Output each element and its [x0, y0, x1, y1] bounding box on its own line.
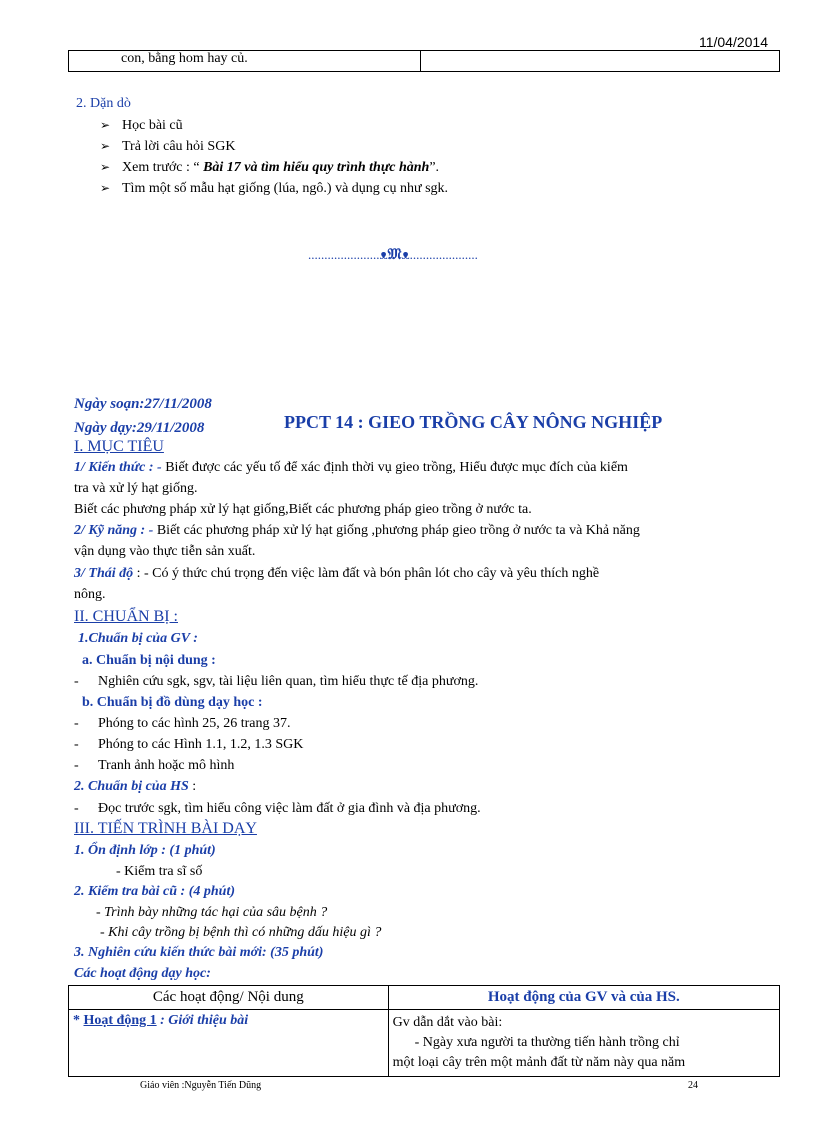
chuan-bi-heading: II. CHUẨN BỊ :	[74, 608, 178, 625]
on-dinh-lop: 1. Ổn định lớp : (1 phút)	[74, 843, 216, 858]
ngay-day: Ngày dạy:29/11/2008	[74, 420, 205, 436]
ky-nang-line-1: 2/ Kỹ năng : - Biết các phương pháp xử lý hạt giống ,phương pháp gieo trồng ở nước ta và Khả năng	[74, 523, 640, 538]
tien-trinh-heading: III. TIẾN TRÌNH BÀI DẠY	[74, 820, 257, 837]
dando-title: 2. Dặn dò	[76, 96, 131, 111]
kien-thuc-line-1: 1/ Kiến thức : - Biết được các yếu tố để xác định thời vụ gieo trồng, Hiểu được mục đích của kiểm	[74, 460, 628, 475]
cac-hoat-dong-label: Các hoạt động dạy học:	[74, 966, 211, 981]
dando-item-4: ➢ Tìm một số mẫu hạt giống (lúa, ngô.) và dụng cụ như sgk.	[100, 181, 449, 196]
arrow-bullet-icon: ➢	[100, 139, 111, 153]
noi-dung-item: - Nghiên cứu sgk, sgv, tài liệu liên quan, tìm hiểu thực tế địa phương.	[74, 674, 479, 689]
do-dung-item-3: - Tranh ảnh hoặc mô hình	[74, 758, 235, 773]
kien-thuc-line-3: Biết các phương pháp xử lý hạt giống,Biết các phương pháp gieo trồng ở nước ta.	[74, 502, 532, 517]
top-table-right	[420, 51, 779, 72]
footer-page-number: 24	[688, 1080, 698, 1091]
kiem-tra-si-so: - Kiểm tra sĩ số	[116, 864, 203, 879]
arrow-bullet-icon: ➢	[100, 181, 111, 195]
thai-do-line-1: 3/ Thái độ : - Có ý thức chú trọng đến việc làm đất và bón phân lót cho cây và yêu thích nghề	[74, 566, 600, 581]
top-table-left: con, bằng hom hay củ.	[69, 51, 421, 72]
activity-row-1-right: Gv dẫn dắt vào bài: - Ngày xưa người ta thường tiến hành trồng chỉ một loại cây trên một mảnh đất từ năm này qua năm	[388, 1010, 779, 1077]
arrow-bullet-icon: ➢	[100, 118, 111, 132]
lesson-title: PPCT 14 : GIEO TRỒNG CÂY NÔNG NGHIỆP	[284, 412, 663, 432]
do-dung-item-2: - Phóng to các Hình 1.1, 1.2, 1.3 SGK	[74, 737, 304, 752]
dando-item-3: ➢ Xem trước : “ Bài 17 và tìm hiểu quy trình thực hành”.	[100, 160, 440, 175]
activity-table	[68, 985, 780, 1077]
chuan-bi-gv: 1.Chuẩn bị của GV :	[78, 631, 198, 646]
question-2: - Khi cây trồng bị bệnh thì có những dấu hiệu gì ?	[100, 925, 382, 940]
header-date: 11/04/2014	[698, 34, 768, 50]
thai-do-line-2: nông.	[74, 587, 106, 602]
question-1: - Trình bày những tác hại của sâu bệnh ?	[96, 905, 328, 920]
dando-item-1: ➢ Học bài cũ	[100, 118, 183, 133]
footer-teacher: Giáo viên :Nguyễn Tiến Dũng	[140, 1080, 262, 1091]
ngay-soan: Ngày soạn:27/11/2008	[74, 396, 212, 412]
top-table	[68, 50, 780, 72]
dando-item-2: ➢ Trả lời câu hỏi SGK	[100, 139, 236, 154]
kien-thuc-line-2: tra và xử lý hạt giống.	[74, 481, 198, 496]
chuan-bi-noi-dung: a. Chuẩn bị nội dung :	[82, 653, 216, 668]
ky-nang-line-2: vận dụng vào thực tiễn sản xuất.	[74, 544, 256, 559]
kiem-tra-bai-cu: 2. Kiểm tra bài cũ : (4 phút)	[74, 884, 236, 899]
do-dung-item-1: - Phóng to các hình 25, 26 trang 37.	[74, 716, 291, 731]
chuan-bi-hs: 2. Chuẩn bị của HS :	[74, 779, 197, 794]
arrow-bullet-icon: ➢	[100, 160, 111, 174]
activity-col-2-header: Hoạt động của GV và của HS.	[388, 986, 779, 1010]
activity-col-1-header: Các hoạt động/ Nội dung	[69, 986, 389, 1010]
nghien-cuu-bai-moi: 3. Nghiên cứu kiến thức bài mới: (35 phút)	[74, 945, 324, 960]
separator-ornament: ......................ᴥ𝔐ᴥ.....................	[308, 247, 478, 263]
hs-item: - Đọc trước sgk, tìm hiểu công việc làm đất ở gia đình và địa phương.	[74, 801, 481, 816]
activity-row-1-left: * Hoạt động 1 : Giới thiệu bài	[69, 1010, 389, 1077]
muc-tieu-heading: I. MỤC TIÊU	[74, 438, 164, 455]
chuan-bi-do-dung: b. Chuẩn bị đồ dùng dạy học :	[82, 695, 263, 710]
